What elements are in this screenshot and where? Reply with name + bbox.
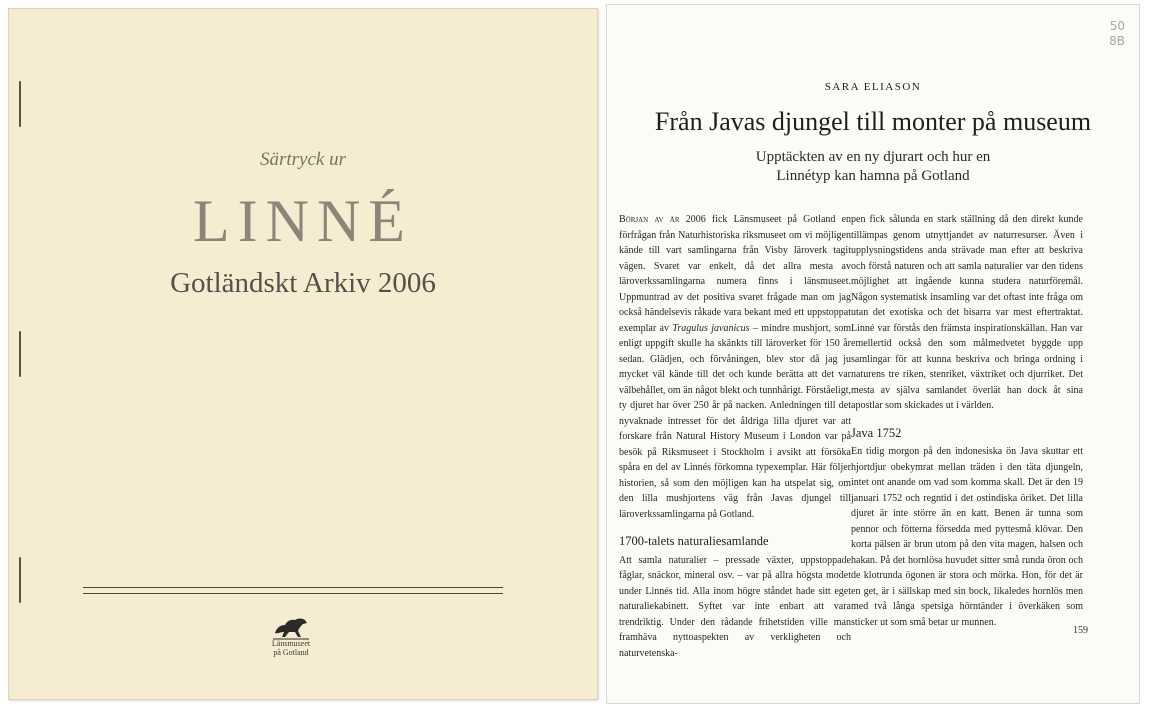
cover-subtitle: Särtryck ur: [259, 149, 346, 170]
paragraph: Att samla naturalier – pressade växter, uppstoppade fåglar, snäckor, mineral osv. – var på allra högsta modet under Linnés tid. Alla inom högre ståndet hade sitt eget naturaliekabinett. Syftet var inte enbart att vara trendriktig. Under den rådande frihetstiden ville man framhäva nyttoaspekten av verkligheten och naturvetenska-: [619, 554, 851, 659]
horse-logo-icon: [271, 613, 311, 641]
section-heading: Java 1752: [851, 425, 902, 440]
cover-series-title: LINNÉ: [193, 188, 413, 254]
cover-rule: [83, 587, 503, 588]
staple: [19, 557, 21, 603]
paragraph: En tidig morgon på den indonesiska ön Java skuttar ett hjortdjur obekymrat mellan träden i den täta djungeln, intet ont anande om vad som komma skall. Det är den 19 januari 1752 och regntid i det ostindiska öriket. Det lilla djuret är inte större än en katt. Benen är tunna som pennor och fötterna försedda med pyttesmå klövar. Den korta pälsen är brun utom på den vita magen, halsen och hakan. På det hornlösa huvudet sitter små runda öron och de klotrunda ögonen är stora och mörka. Hon, för det är en get, är i sällskap med sin bock, likaledes hornlös men med två långa spetsiga hörntänder i överkäken som sticker ut som små betar ur munnen.: [851, 446, 1083, 628]
cover-page: [8, 8, 598, 700]
publisher-name: Länsmuseet på Gotland: [271, 639, 311, 657]
section-heading: 1700-talets naturaliesamlande: [619, 534, 769, 548]
paragraph: pen fick sålunda en stark ställning då den direkt kunde tillämpas genom utnyttjandet av naturresurser. Även i upplysningstidens anda strävade man efter att beskriva och förstå naturen och att samla naturalier var den tidens möjlighet att ingående kunna studera naturföremål. Någon systematisk insamling var det oftast inte fråga om utan det exotiska och det bisarra var mest eftertraktat. Linné var förstås den främsta inspirationskällan. Han var emellertid också den som målmedvetet byggde upp samlingar för att kunna beskriva och bringa ordning i naturens tre riken, stenriket, växtriket och djurriket. Det mesta av själva samlandet överlät han dock åt sina apostlar som skickades ut i världen.: [851, 214, 1083, 411]
page-number: 159: [1073, 625, 1088, 636]
handwritten-note: 50 8B: [1109, 19, 1125, 48]
staple: [19, 331, 21, 377]
article-title: Från Javas djungel till monter på museum: [654, 107, 1092, 136]
text-column-left: [619, 212, 851, 661]
article-page: [606, 4, 1140, 704]
paragraph: Början av år 2006 fick Länsmuseet på Gotland en förfrågan från Naturhistoriska riksmuseet om vi möjligen kände till vart samlingarna från Visby läroverk tagit vägen. Svaret var enkelt, då det allra mesta av läroverkssamlingarna numera finns i länsmuseet. Uppmuntrad av det positiva svaret frågade man om jag också händelsevis råkade vara bekant med ett uppstoppat exemplar av Tragulus javanicus – mindre mushjort, som enligt uppgift skulle ha skänkts till läroverket för 150 år sedan. Glädjen, och förvåningen, blev stor då jag ju mycket väl kände till det och kunde berätta att det var välbehållet, om än något blekt och tunnhårigt. Förståeligt, ty djuret har över 250 år på nacken. Anledningen till det nyvaknade intresset för det åldriga lilla djuret var att forskare från Natural History Museum i London var på besök på Riksmuseet i Stockholm i avsikt att försöka spåra en del av Linnés förkomna typexemplar. Här följer historien, så som den möjligen kan ha utspelat sig, om den lilla mushjortens väg från Javas djungel till läroverkssamlingarna på Gotland.: [619, 214, 852, 520]
cover-issue-title: Gotländskt Arkiv 2006: [170, 267, 436, 299]
article-subtitle: Upptäckten av en ny djurart och hur en Linnétyp kan hamna på Gotland: [755, 149, 991, 184]
article-author: SARA ELIASON: [824, 81, 922, 93]
cover-rule: [83, 593, 503, 594]
text-column-right: [851, 212, 1083, 630]
staple: [19, 81, 21, 127]
